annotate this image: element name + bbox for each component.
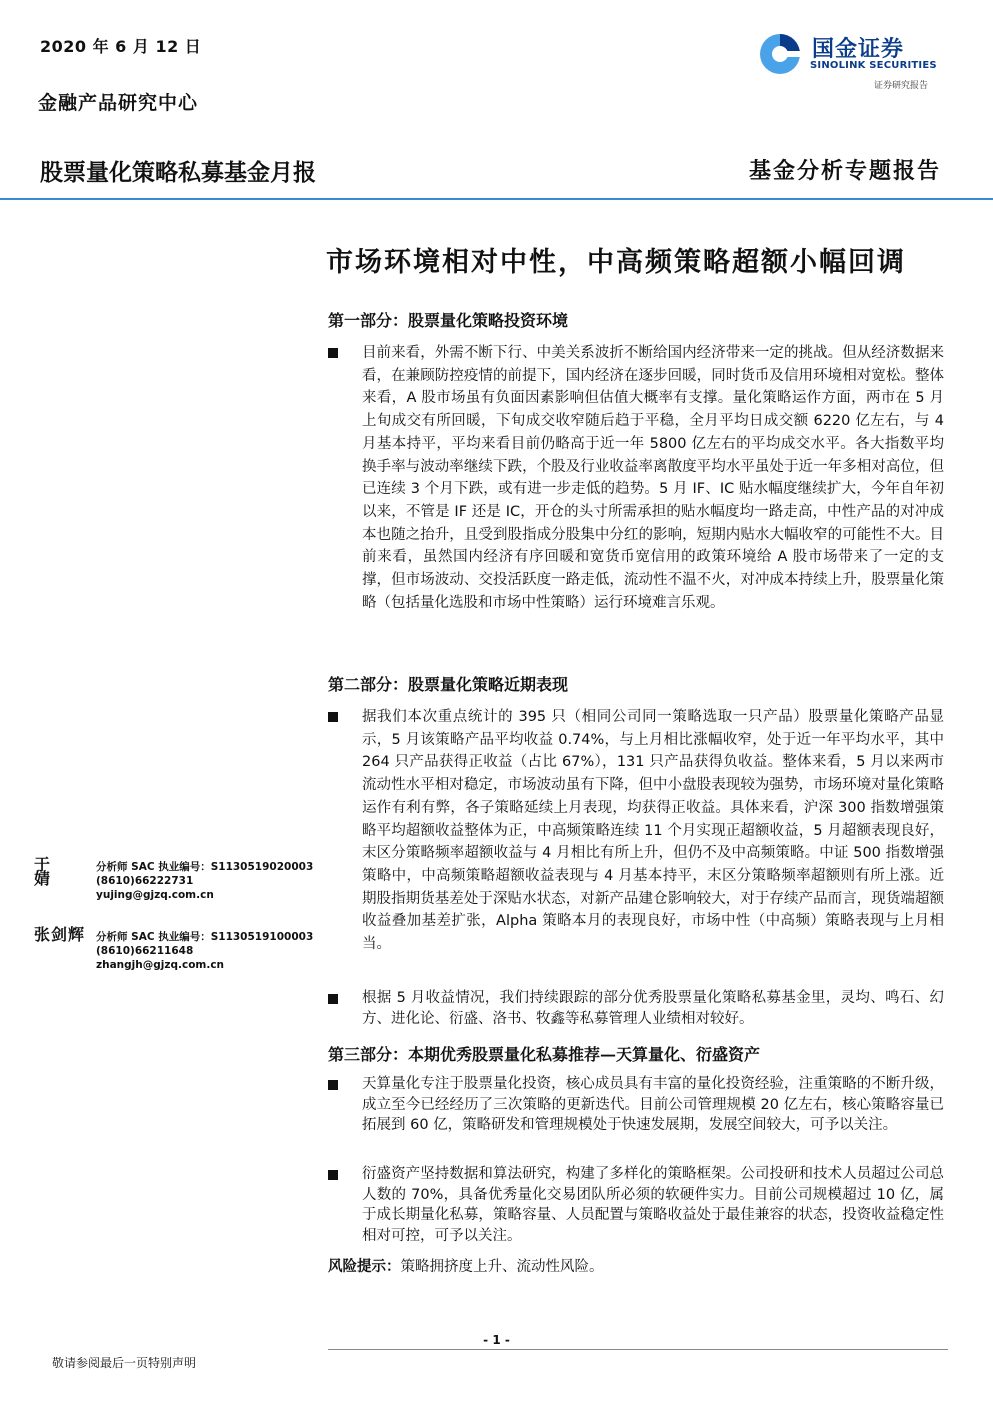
- research-center: 金融产品研究中心: [38, 92, 199, 114]
- risk-warning: [328, 1255, 604, 1276]
- section-title: 第三部分：本期优秀股票量化私募推荐—天算量化、衍盛资产: [328, 1045, 761, 1064]
- analyst-name: 于 婧: [34, 855, 79, 888]
- risk-label: 风险提示：: [328, 1258, 401, 1275]
- bullet-icon: [328, 1170, 338, 1180]
- page-headline: 市场环境相对中性，中高频策略超额小幅回调: [326, 247, 906, 278]
- logo-subtitle: 证券研究报告: [874, 81, 929, 91]
- bullet-icon: [328, 994, 338, 1004]
- header-divider: [0, 198, 993, 200]
- section-paragraph: 天算量化专注于股票量化投资，核心成员具有丰富的量化投资经验，注重策略的不断升级，成立至今已经经历了三次策略的更新迭代。目前公司管理规模 20 亿左右，核心策略容量已拓展到 60 亿，策略研发和管理规模处于快速发展期，发展空间较大，可予以关注。: [328, 1074, 944, 1136]
- analyst-phone: (8610)66211648: [96, 945, 194, 957]
- page-number: - 1 -: [483, 1333, 510, 1347]
- section-paragraph: 衍盛资产坚持数据和算法研究，构建了多样化的策略框架。公司投研和技术人员超过公司总人数的 70%，具备优秀量化交易团队所必须的软硬件实力。目前公司规模超过 10 亿，属于成长期量化私募，策略容量、人员配置与策略收益处于最佳兼容的状态，投资收益稳定性相对可控，可予以关注。: [328, 1164, 944, 1246]
- section-paragraph: 据我们本次重点统计的 395 只（相同公司同一策略选取一只产品）股票量化策略产品显示，5 月该策略产品平均收益 0.74%，与上月相比涨幅收窄，处于近一年平均水平，其中 264 只产品获得正收益（占比 67%），131 只产品获得负收益。整体来看，5 月以来两市流动性水平相对稳定，市场波动虽有下降，但中小盘股表现较为强势，市场环境对量化策略运作有利有弊，各子策略延续上月表现，均获得正收益。具体来看，沪深 300 指数增强策略平均超额收益整体为正，中高频策略连续 11 个月实现正超额收益，5 月超额表现良好，末区分策略频率超额收益与 4 月相比有所上升，但仍不及中高频策略。中证 500 指数增强策略中，中高频策略超额收益表现与 4 月基本持平，末区分策略频率超额则有所上涨。近期股指期货基差处于深贴水状态，对新产品建仓影响较大，对于存续产品而言，现货端超额收益叠加基差扩张，Alpha 策略本月的表现良好，市场中性（中高频）策略表现与上月相当。: [328, 706, 944, 956]
- bullet-icon: [328, 712, 338, 722]
- report-date: 2020 年 6 月 12 日: [40, 37, 202, 56]
- report-title: 股票量化策略私募基金月报: [40, 160, 316, 186]
- section-paragraph: 根据 5 月收益情况，我们持续跟踪的部分优秀股票量化策略私募基金里，灵均、鸣石、幻方、进化论、衍盛、洛书、牧鑫等私募管理人业绩相对较好。: [328, 988, 944, 1029]
- section-title: 第一部分：股票量化策略投资环境: [328, 311, 569, 330]
- footer-disclaimer: 敬请参阅最后一页特别声明: [52, 1356, 197, 1370]
- analyst-email[interactable]: yujing@gjzq.com.cn: [96, 889, 214, 901]
- bullet-icon: [328, 348, 338, 358]
- section-title: 第二部分：股票量化策略近期表现: [328, 675, 569, 694]
- footer-divider: [328, 1349, 948, 1350]
- risk-text: 策略拥挤度上升、流动性风险。: [400, 1259, 604, 1275]
- analyst-email[interactable]: zhangjh@gjzq.com.cn: [96, 959, 225, 971]
- analyst-name: 张剑辉: [34, 925, 86, 944]
- logo-icon: [758, 32, 802, 76]
- logo-name-cn: 国金证券: [812, 37, 905, 62]
- section-paragraph: 目前来看，外需不断下行、中美关系波折不断给国内经济带来一定的挑战。但从经济数据来看，在兼顾防控疫情的前提下，国内经济在逐步回暖，同时货币及信用环境相对宽松。整体来看，A 股市场虽有负面因素影响但估值大概率有支撑。量化策略运作方面，两市在 5 月上旬成交有所回暖，下旬成交收窄随后趋于平稳，全月平均日成交额 6220 亿左右，与 4 月基本持平，平均来看目前仍略高于近一年 5800 亿左右的平均成交水平。各大指数平均换手率与波动率继续下跌，个股及行业收益率离散度平均水平虽处于近一年多相对高位，但已连续 3 个月下跌，或有进一步走低的趋势。5 月 IF、IC 贴水幅度继续扩大，今年自年初以来，不管是 IF 还是 IC，开仓的头寸所需承担的贴水幅度均一路走高，中性产品的对冲成本也随之抬升，且受到股指成分股集中分红的影响，短期内贴水大幅收窄的可能性不大。目前来看，虽然国内经济有序回暖和宽货币宽信用的政策环境给 A 股市场带来了一定的支撑，但市场波动、交投活跃度一路走低，流动性不温不火，对冲成本持续上升，股票量化策略（包括量化选股和市场中性策略）运行环境难言乐观。: [328, 342, 944, 614]
- analyst-phone: (8610)66222731: [96, 875, 194, 887]
- analyst-cert: 分析师 SAC 执业编号：S1130519020003: [96, 861, 314, 873]
- company-logo: [758, 30, 948, 94]
- logo-name-en: SINOLINK SECURITIES: [810, 60, 937, 71]
- report-type: 基金分析专题报告: [748, 158, 941, 184]
- analyst-cert: 分析师 SAC 执业编号：S1130519100003: [96, 931, 314, 943]
- bullet-icon: [328, 1080, 338, 1090]
